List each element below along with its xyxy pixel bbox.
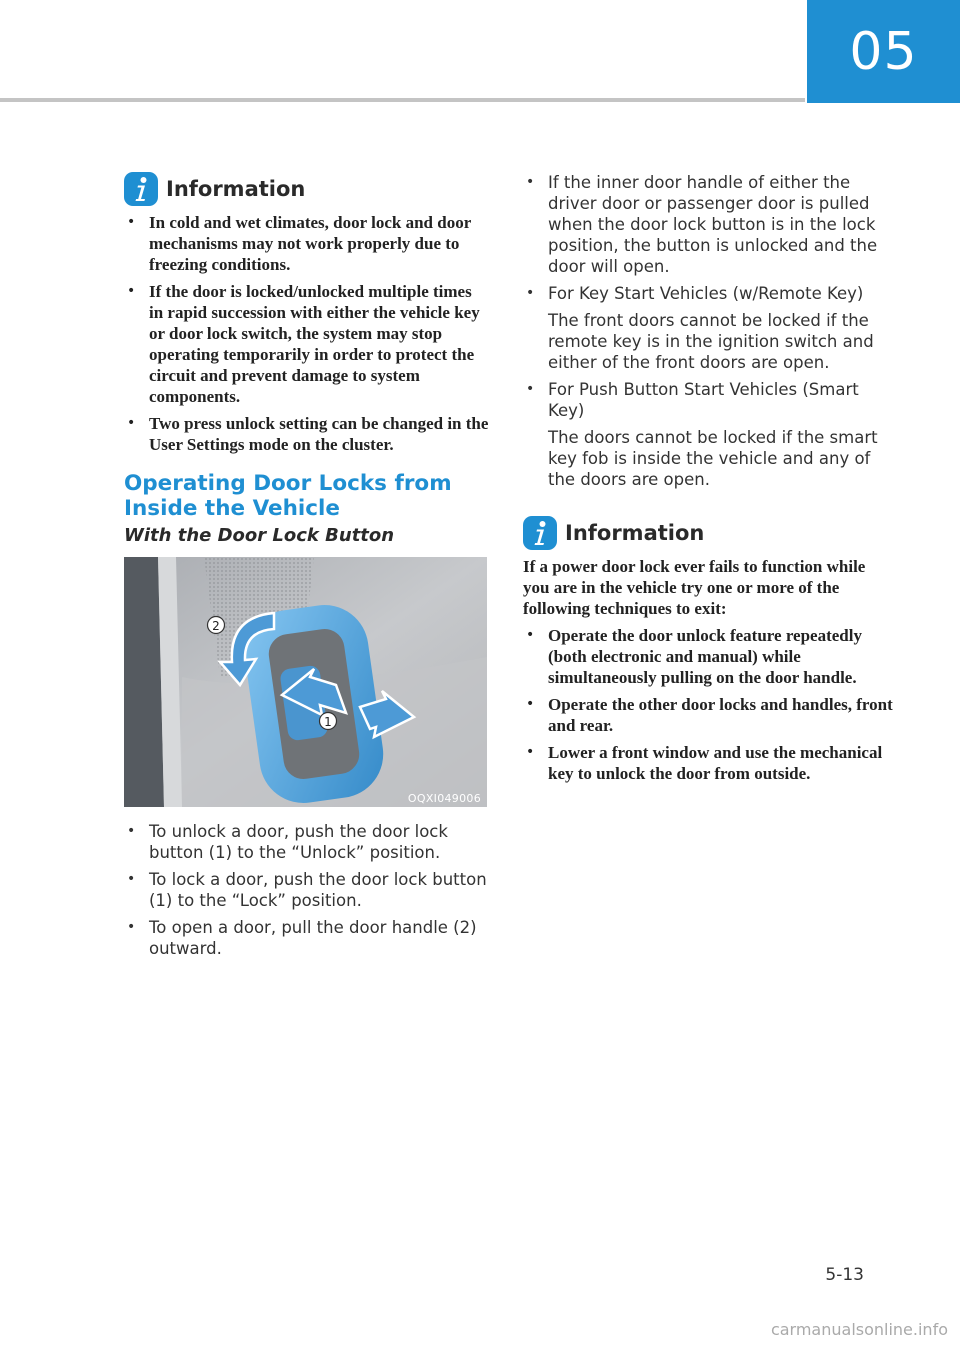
list-item: • Lower a front window and use the mechanical key to unlock the door from outside.	[523, 742, 895, 784]
list-item-text: For Push Button Start Vehicles (Smart Key)	[548, 380, 859, 420]
chapter-tab	[807, 0, 960, 103]
list-item-text: For Key Start Vehicles (w/Remote Key)	[548, 284, 864, 303]
information-box-1	[124, 172, 489, 455]
left-column	[124, 172, 489, 965]
list-item	[523, 379, 895, 490]
page-number: 5-13	[825, 1265, 864, 1285]
section-title-line-1: Operating Door Locks from	[124, 471, 452, 496]
list-item: • Operate the other door locks and handles, front and rear.	[523, 694, 895, 736]
section-subtitle: With the Door Lock Button	[124, 525, 395, 546]
info-icon	[124, 172, 158, 206]
information-title: Information	[166, 177, 306, 201]
section-title	[124, 471, 489, 521]
list-item	[523, 283, 895, 373]
list-item	[523, 172, 895, 277]
information-list	[124, 212, 489, 455]
svg-text:2: 2	[212, 619, 220, 633]
list-item: • If the door is locked/unlocked multiple times in rapid succession with either the vehicle key or door lock switch, the system may stop operating temporarily in order to protect the circuit and prevent damage to system components.	[124, 281, 489, 407]
information-header	[523, 516, 895, 550]
information-header	[124, 172, 489, 206]
condition-list	[523, 172, 895, 490]
section-title-line-2: Inside the Vehicle	[124, 496, 340, 521]
list-item: • To lock a door, push the door lock button (1) to the “Lock” position.	[124, 869, 489, 911]
watermark: carmanualsonline.info	[770, 1320, 948, 1339]
list-item: • In cold and wet climates, door lock and door mechanisms may not work properly due to freezing conditions.	[124, 212, 489, 275]
information-intro: If a power door lock ever fails to function while you are in the vehicle try one or more of the following techniques to exit:	[523, 557, 866, 618]
chapter-number: 05	[849, 21, 918, 82]
information-list	[523, 625, 895, 784]
list-item-note: The front doors cannot be locked if the remote key is in the ignition switch and either of the front doors are open.	[548, 311, 874, 372]
svg-text:1: 1	[324, 715, 332, 729]
information-box-2	[523, 516, 895, 784]
info-icon	[523, 516, 557, 550]
callout-1	[320, 713, 337, 730]
header-rule	[0, 98, 805, 102]
right-column	[523, 172, 895, 790]
information-title: Information	[565, 521, 705, 545]
list-item: • Two press unlock setting can be changed in the User Settings mode on the cluster.	[124, 413, 489, 455]
figure-code: OQXI049006	[407, 792, 481, 805]
list-item: • To unlock a door, push the door lock button (1) to the “Unlock” position.	[124, 821, 489, 863]
list-item-note: The doors cannot be locked if the smart key fob is inside the vehicle and any of the doors are open.	[548, 428, 878, 489]
instruction-list	[124, 821, 489, 959]
list-item-text: If the inner door handle of either the driver door or passenger door is pulled when the door lock button is in the lock position, the button is unlocked and the door will open.	[548, 173, 878, 276]
list-item: • Operate the door unlock feature repeatedly (both electronic and manual) while simultaneously pulling on the door handle.	[523, 625, 895, 688]
callout-2	[208, 617, 225, 634]
door-lock-illustration	[124, 557, 487, 807]
list-item: • To open a door, pull the door handle (2) outward.	[124, 917, 489, 959]
